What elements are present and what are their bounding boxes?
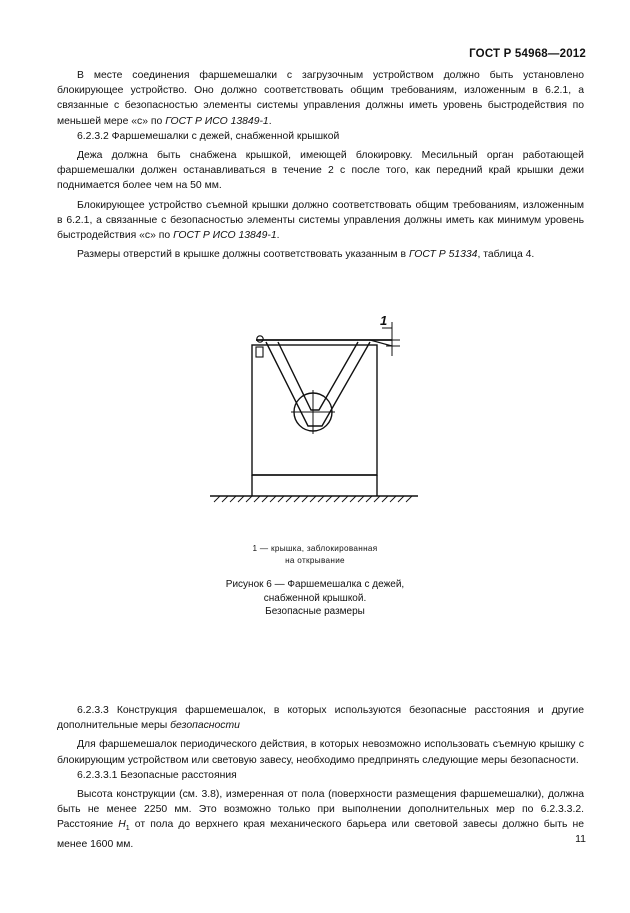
- standard-ref: ГОСТ Р ИСО 13849-1: [165, 115, 269, 127]
- paragraph-blocking-device: В месте соединения фаршемешалки с загрузочным устройством должно быть установлено блокирующее устройство. Оно должно соответствовать общим требованиям, изложенным в 6.2.1, а связанные с безопасностью элементы системы управления должны иметь уровень быстродействия по меньшей мере «с» по ГОСТ Р ИСО 13849-1.: [57, 70, 584, 127]
- top-text-block: [57, 68, 584, 262]
- paragraph-batch-mixers: Для фаршемешалок периодического действия, в которых невозможно использовать съемную крышку с блокирующим устройством или световую завесу, необходимо предпринять следующие меры безопасности.: [57, 739, 584, 766]
- figure-caption: Рисунок 6 — Фаршемешалка с дежей, снабженной крышкой. Безопасные размеры: [225, 579, 405, 617]
- section-heading-6-2-3-2: 6.2.3.2 Фаршемешалки с дежей, снабженной крышкой: [77, 130, 340, 142]
- lock-element: [256, 347, 263, 357]
- document-header: ГОСТ Р 54968—2012: [469, 48, 586, 60]
- bowl-outline: [266, 342, 370, 426]
- paragraph-lid: Дежа должна быть снабжена крышкой, имеющей блокировку. Месильный орган работающей фаршемешалки должен останавливаться в течение 2 с после того, как передний край крышки дежи поднимается более чем на 50 мм.: [57, 150, 584, 192]
- paragraph-openings: Размеры отверстий в крышке должны соответствовать указанным в ГОСТ Р 51334, таблица 4.: [77, 249, 535, 261]
- mixer-drawing: [0, 300, 630, 520]
- section-heading-6-2-3-3: 6.2.3.3 Конструкция фаршемешалок, в которых используются безопасные расстояния и другие дополнительные меры безопасности: [57, 705, 584, 732]
- figure-legend: 1 — крышка, заблокированная на открывание: [252, 544, 378, 565]
- page-number: 11: [575, 833, 586, 845]
- paragraph-removable-lid: Блокирующее устройство съемной крышки должно соответствовать общим требованиям, изложенным в 6.2.1, а связанные с безопасностью элементы системы управления должны иметь как минимум уровень быстродействия «с» по ГОСТ Р ИСО 13849-1.: [57, 199, 584, 242]
- paragraph-safe-distances: Высота конструкции (см. 3.8), измеренная от пола (поверхности размещения фаршемешалки), должна быть не менее 2250 мм. Это возможно только при выполнении дополнительных мер по 6.2.3.3.2. Расстояние $H_1$ от пола до верхнего края механического барьера или световой завесы должно быть не менее 1600 мм.: [57, 789, 585, 850]
- standard-ref: ГОСТ Р ИСО 13849-1: [173, 230, 277, 242]
- standard-ref: ГОСТ Р 51334: [408, 249, 478, 261]
- lid-hinge: [257, 336, 263, 342]
- section-heading-6-2-3-3-1: 6.2.3.3.1 Безопасные расстояния: [77, 769, 237, 781]
- label-1: 1: [380, 313, 388, 328]
- bottom-text-block: [57, 703, 584, 852]
